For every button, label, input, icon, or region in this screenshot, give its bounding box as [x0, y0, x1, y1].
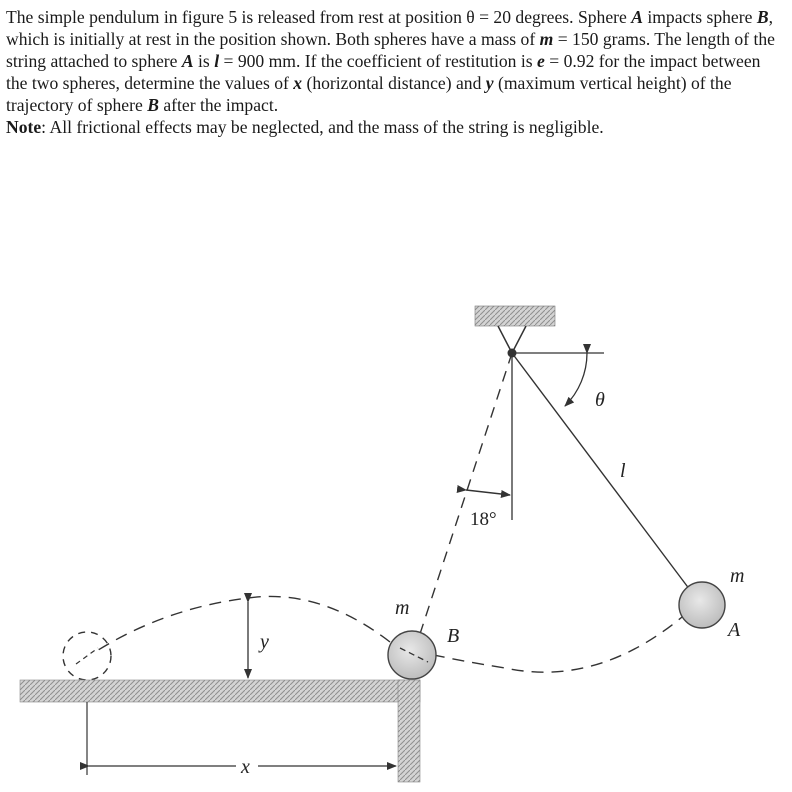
- symbol-B: B: [756, 7, 769, 27]
- symbol-m: m: [539, 29, 554, 49]
- text-rest: , which is initially at rest in the position shown. Both spheres have a mass of: [6, 7, 773, 49]
- label-y: y: [260, 631, 269, 653]
- swing-path: [420, 612, 688, 672]
- symbol-B-2: B: [147, 95, 159, 115]
- text-restitution: = 0.92 for the impact between the two spheres, determine the values of: [6, 51, 761, 93]
- ceiling-support: [475, 306, 555, 326]
- symbol-x: x: [293, 73, 303, 93]
- label-m-B: m: [395, 597, 410, 619]
- text-after: after the impact.: [163, 95, 279, 115]
- text-horizontal: (horizontal distance) and: [306, 73, 482, 93]
- label-B: B: [447, 625, 460, 647]
- text-mass: = 150 grams. The length of the string attached to sphere: [6, 29, 775, 71]
- table-leg: [398, 680, 420, 782]
- trajectory-path: [95, 596, 390, 652]
- theta-angle-arc: [565, 353, 587, 406]
- text-impacts: impacts sphere: [647, 7, 753, 27]
- text-sphere: Sphere: [577, 7, 627, 27]
- label-angle-18: 18°: [470, 509, 497, 530]
- symbol-A: A: [631, 7, 643, 27]
- symbol-e: e: [537, 51, 545, 71]
- text-vertical: (maximum vertical height) of the trajectory of sphere: [6, 73, 732, 115]
- string-B-dashed: [418, 353, 512, 640]
- note-text: : All frictional effects may be neglected, and the mass of the string is negligible.: [41, 117, 604, 137]
- symbol-l: l: [214, 51, 220, 71]
- sentence-release: The simple pendulum in figure 5 is released from rest at position θ = 20 degrees.: [6, 7, 574, 27]
- note-label: Note: [6, 117, 42, 137]
- label-theta: θ: [595, 389, 605, 411]
- label-m-A: m: [730, 565, 745, 587]
- label-x: x: [241, 756, 250, 778]
- text-length: = 900 mm. If the coefficient of restitution is: [223, 51, 533, 71]
- label-A: A: [728, 619, 741, 641]
- text-is: is: [198, 51, 210, 71]
- landing-sphere-mark: [76, 648, 98, 664]
- sphere-B: [388, 631, 436, 679]
- sphere-A: [679, 582, 725, 628]
- symbol-y: y: [485, 73, 494, 93]
- label-l: l: [620, 460, 626, 482]
- symbol-A-2: A: [181, 51, 194, 71]
- angle-18-arrow: [466, 490, 510, 495]
- table-top: [20, 680, 420, 702]
